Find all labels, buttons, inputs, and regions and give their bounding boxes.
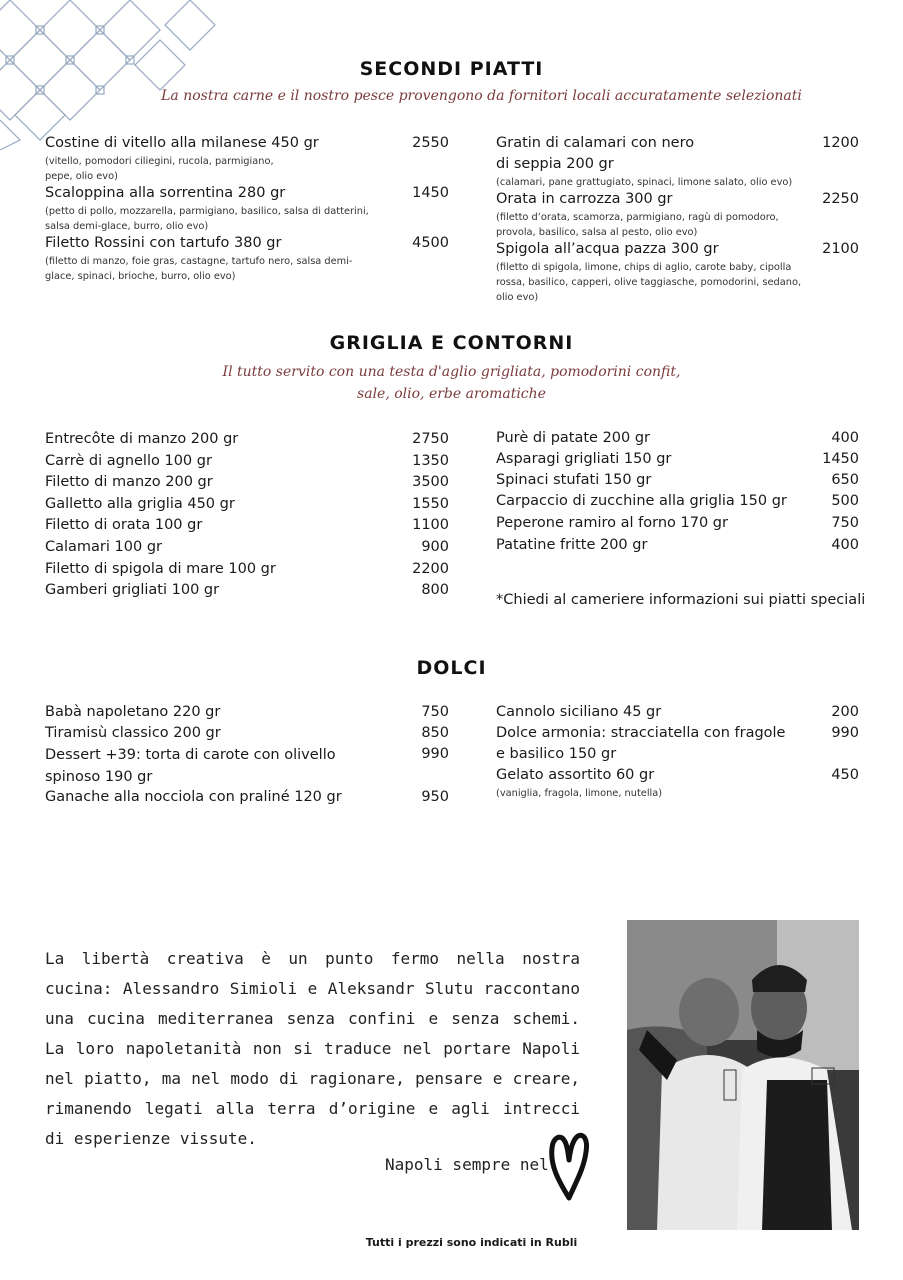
item-description: (filetto di spigola, limone, chips di aglio, carote baby, cipolla rossa, basilico, capperi, olive taggiasche, pomodorini, sedano, olio evo): [496, 262, 802, 303]
item-description: (calamari, pane grattugiato, spinaci, limone salato, olio evo): [496, 177, 793, 188]
item-name: Galletto alla griglia 450 gr: [45, 496, 235, 512]
item-price: 1200: [822, 135, 859, 151]
item-price: 2750: [412, 431, 449, 447]
item-price: 400: [831, 537, 859, 553]
menu-item: [45, 559, 449, 580]
item-name: Peperone ramiro al forno 170 gr: [496, 515, 728, 531]
item-name: Entrecôte di manzo 200 gr: [45, 431, 239, 447]
menu-item: [45, 744, 449, 788]
item-price: 950: [421, 789, 449, 805]
item-description: (filetto di manzo, foie gras, castagne, tartufo nero, salsa demi-glace, spinaci, brioche, burro, olio evo): [45, 256, 353, 282]
item-price: 2100: [822, 241, 859, 257]
item-name: Filetto di spigola di mare 100 gr: [45, 561, 276, 577]
chef-quote: La libertà creativa è un punto fermo nella nostra cucina: Alessandro Simioli e Aleksandr Slutu raccontano una cucina mediterranea senza confini e senza schemi. La loro napoletanità non si traduce nel portare Napoli nel piatto, ma nel modo di ragionare, pensare e creare, rimanendo legati alla terra d’origine e agli intrecci di esperienze vissute.: [45, 949, 580, 1148]
item-price: 1550: [412, 496, 449, 512]
menu-item: [45, 515, 449, 536]
item-price: 750: [831, 515, 859, 531]
item-name: Spinaci stufati 150 gr: [496, 472, 652, 488]
item-price: 1350: [412, 453, 449, 469]
item-price: 2200: [412, 561, 449, 577]
item-name: Babà napoletano 220 gr: [45, 704, 221, 720]
item-price: 2550: [412, 135, 449, 151]
item-price: 990: [421, 746, 449, 762]
item-price: 850: [421, 725, 449, 741]
menu-item: [45, 723, 449, 744]
menu-item: [496, 535, 859, 556]
section-subtitle-griglia-1: Il tutto servito con una testa d'aglio grigliata, pomodorini confit,: [222, 364, 681, 380]
menu-item: [496, 239, 859, 305]
heart-icon: [548, 1130, 590, 1202]
item-name: Patatine fritte 200 gr: [496, 537, 648, 553]
menu-item: [45, 580, 449, 601]
item-price: 1450: [412, 185, 449, 201]
item-price: 500: [831, 493, 859, 509]
section-subtitle-secondi: La nostra carne e il nostro pesce provengono da fornitori locali accuratamente selezionati: [161, 88, 802, 104]
item-name: Tiramisù classico 200 gr: [45, 725, 221, 741]
item-name: Orata in carrozza 300 gr: [496, 191, 673, 207]
item-name: Carpaccio di zucchine alla griglia 150 gr: [496, 493, 787, 509]
item-name: Spigola all’acqua pazza 300 gr: [496, 241, 719, 257]
item-name: Filetto di manzo 200 gr: [45, 474, 213, 490]
item-price: 1450: [822, 451, 859, 467]
menu-item: [496, 133, 859, 190]
menu-item: [496, 702, 859, 723]
footer-note: Tutti i prezzi sono indicati in Rubli: [365, 1236, 578, 1249]
section-title-secondi: SECONDI PIATTI: [359, 58, 544, 80]
menu-item: [496, 765, 859, 801]
menu-item: [496, 513, 859, 534]
item-price: 750: [421, 704, 449, 720]
item-name: Filetto Rossini con tartufo 380 gr: [45, 235, 282, 251]
item-name: Cannolo siciliano 45 gr: [496, 704, 662, 720]
menu-item: [45, 787, 449, 808]
item-name: Purè di patate 200 gr: [496, 430, 651, 446]
menu-item: [45, 537, 449, 558]
menu-item: [45, 429, 449, 450]
item-price: 650: [831, 472, 859, 488]
item-description: (vaniglia, fragola, limone, nutella): [496, 788, 663, 799]
item-name: Ganache alla nocciola con praliné 120 gr: [45, 789, 342, 805]
section-title-dolci: DOLCI: [416, 657, 487, 679]
signoff-text: Napoli sempre nel: [385, 1155, 549, 1174]
item-description: (vitello, pomodori ciliegini, rucola, parmigiano, pepe, olio evo): [45, 156, 274, 182]
item-price: 2250: [822, 191, 859, 207]
item-price: 800: [421, 582, 449, 598]
item-price: 450: [831, 767, 859, 783]
menu-item: [45, 133, 449, 184]
section-title-griglia: GRIGLIA E CONTORNI: [329, 332, 574, 354]
chefs-photo: [627, 920, 859, 1230]
menu-item: [45, 233, 449, 284]
item-name: Gratin di calamari con nero di seppia 200 gr: [496, 135, 695, 172]
item-price: 400: [831, 430, 859, 446]
menu-item: [45, 472, 449, 493]
item-name: Dolce armonia: stracciatella con fragole e basilico 150 gr: [496, 725, 786, 762]
menu-item: [496, 491, 859, 512]
item-name: Costine di vitello alla milanese 450 gr: [45, 135, 319, 151]
item-price: 900: [421, 539, 449, 555]
menu-item: [45, 702, 449, 723]
item-name: Scaloppina alla sorrentina 280 gr: [45, 185, 286, 201]
menu-item: [496, 470, 859, 491]
menu-item: [496, 723, 859, 765]
item-name: Dessert +39: torta di carote con olivello spinoso 190 gr: [45, 747, 336, 785]
item-name: Gamberi grigliati 100 gr: [45, 582, 220, 598]
special-dishes-note: *Chiedi al cameriere informazioni sui piatti speciali: [496, 592, 866, 608]
menu-item: [45, 451, 449, 472]
menu-item: [45, 183, 449, 234]
item-price: 3500: [412, 474, 449, 490]
item-name: Calamari 100 gr: [45, 539, 162, 555]
section-subtitle-griglia-2: sale, olio, erbe aromatiche: [357, 386, 546, 402]
item-description: (petto di pollo, mozzarella, parmigiano, basilico, salsa di datterini, salsa demi-glace, burro, olio evo): [45, 206, 369, 232]
item-price: 990: [831, 725, 859, 741]
menu-item: [496, 428, 859, 449]
item-price: 4500: [412, 235, 449, 251]
menu-item: [496, 189, 859, 240]
item-name: Carrè di agnello 100 gr: [45, 453, 212, 469]
item-name: Gelato assortito 60 gr: [496, 767, 655, 783]
item-price: 1100: [412, 517, 449, 533]
menu-item: [45, 494, 449, 515]
item-name: Asparagi grigliati 150 gr: [496, 451, 672, 467]
menu-item: [496, 449, 859, 470]
item-description: (filetto d’orata, scamorza, parmigiano, ragù di pomodoro, provola, basilico, salsa al pesto, olio evo): [496, 212, 779, 238]
item-name: Filetto di orata 100 gr: [45, 517, 203, 533]
item-price: 200: [831, 704, 859, 720]
